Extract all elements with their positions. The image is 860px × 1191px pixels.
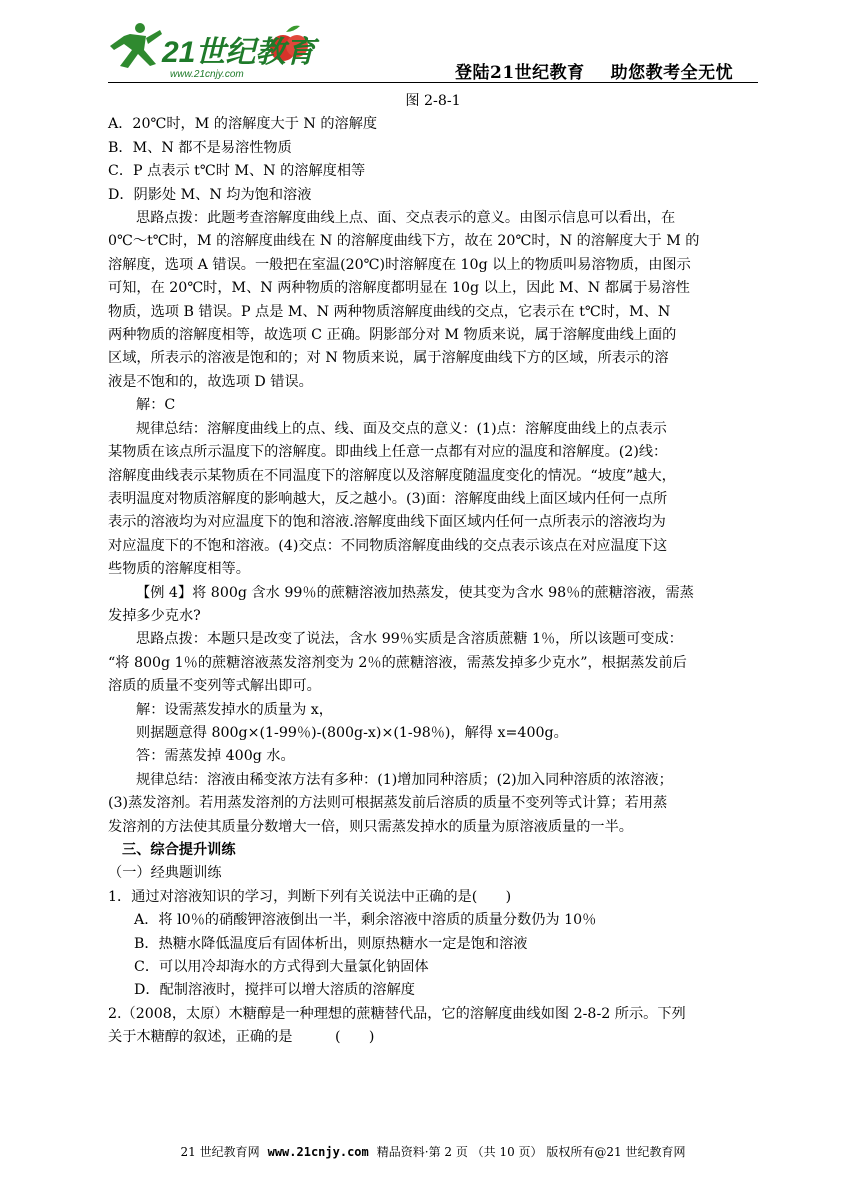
page-footer xyxy=(108,1143,758,1160)
text-line: 关于木糖醇的叙述，正确的是 ( ) xyxy=(108,1029,375,1046)
text-line: 某物质在该点所示温度下的溶解度。即曲线上任意一点都有对应的温度和溶解度。(2)线： xyxy=(108,444,668,461)
text-line: 规律总结：溶液由稀变浓方法有多种：(1)增加同种溶质；(2)加入同种溶质的浓溶液； xyxy=(136,771,673,788)
text-line: 图 2-8-1 xyxy=(405,93,461,109)
text-line: 些物质的溶解度相等。 xyxy=(108,561,250,578)
text-line: B．热糖水降低温度后有固体析出，则原热糖水一定是饱和溶液 xyxy=(134,935,528,952)
site-logo xyxy=(100,20,320,82)
header-divider xyxy=(108,82,758,83)
text-line: 思路点拨：此题考查溶解度曲线上点、面、交点表示的意义。由图示信息可以看出，在 xyxy=(136,210,676,227)
header-slogan xyxy=(455,58,733,83)
text-line: 物质，选项 B 错误。P 点是 M、N 两种物质溶解度曲线的交点，它表示在 t℃时，M、N xyxy=(108,303,671,320)
text-line: 解：C xyxy=(136,397,176,414)
text-line: “将 800g 1％的蔗糖溶液蒸发溶剂变为 2％的蔗糖溶液，需蒸发掉多少克水”，根据蒸发前后 xyxy=(108,654,687,671)
text-line: 发掉多少克水? xyxy=(108,607,201,624)
text-line: 溶解度曲线表示某物质在不同温度下的溶解度以及溶解度随温度变化的情况。“坡度”越大， xyxy=(108,467,676,484)
text-line: A．20℃时，M 的溶解度大于 N 的溶解度 xyxy=(108,116,378,133)
svg-text:www.21cnjy.com: www.21cnjy.com xyxy=(170,69,244,80)
slogan-right: 助您教考全无忧 xyxy=(610,63,734,83)
page-header xyxy=(0,0,860,90)
text-line: 液是不饱和的，故选项 D 错误。 xyxy=(108,373,313,390)
text-line: C．P 点表示 t℃时 M、N 的溶解度相等 xyxy=(108,163,366,180)
text-line: 表明温度对物质溶解度的影响越大，反之越小。(3)面：溶解度曲线上面区域内任何一点所 xyxy=(108,490,668,507)
svg-text:21世纪教育: 21世纪教育 xyxy=(162,36,316,69)
text-line: 三、综合提升训练 xyxy=(122,842,236,858)
footer-right: 精品资料·第 2 页 （共 10 页） 版权所有@21 世纪教育网 xyxy=(376,1145,686,1159)
text-line: 规律总结：溶解度曲线上的点、线、面及交点的意义：(1)点：溶解度曲线上的点表示 xyxy=(136,420,667,437)
text-line: C．可以用冷却海水的方式得到大量氯化钠固体 xyxy=(134,959,429,976)
text-line: （一）经典题训练 xyxy=(108,865,222,882)
document-body xyxy=(108,90,758,1050)
text-line: 2.（2008，太原）木糖醇是一种理想的蔗糖替代品，它的溶解度曲线如图 2-8-2 所示。下列 xyxy=(108,1005,686,1022)
text-line: 表示的溶液均为对应温度下的饱和溶液.溶解度曲线下面区域内任何一点所表示的溶液均为 xyxy=(108,514,666,531)
footer-left: 21 世纪教育网 xyxy=(180,1145,260,1159)
text-line: 1．通过对溶液知识的学习，判断下列有关说法中正确的是( ) xyxy=(108,888,512,905)
text-line: 区域，所表示的溶液是饱和的；对 N 物质来说，属于溶解度曲线下方的区域，所表示的溶 xyxy=(108,350,669,367)
text-line: (3)蒸发溶剂。若用蒸发溶剂的方法则可根据蒸发前后溶质的质量不变列等式计算；若用蒸 xyxy=(108,795,668,812)
text-line: 对应温度下的不饱和溶液。(4)交点：不同物质溶解度曲线的交点表示该点在对应温度下这 xyxy=(108,537,668,554)
text-line: 溶解度，选项 A 错误。一般把在室温(20℃)时溶解度在 10g 以上的物质叫易溶物质，由图示 xyxy=(108,256,691,273)
text-line: 思路点拨：本题只是改变了说法，含水 99％实质是含溶质蔗糖 1％，所以该题可变成： xyxy=(136,631,683,648)
text-line: 两种物质的溶解度相等，故选项 C 正确。阴影部分对 M 物质来说，属于溶解度曲线上面的 xyxy=(108,327,677,344)
text-line: 答：需蒸发掉 400g 水。 xyxy=(136,748,295,765)
slogan-left: 登陆21世纪教育 xyxy=(455,63,585,83)
text-line: 则据题意得 800g×(1-99％)-(800g-x)×(1-98％)，解得 x=400g。 xyxy=(136,724,568,741)
text-line: 可知，在 20℃时，M、N 两种物质的溶解度都明显在 10g 以上，因此 M、N 都属于易溶性 xyxy=(108,280,690,297)
text-line: 溶质的质量不变列等式解出即可。 xyxy=(108,678,321,695)
text-line: D．阴影处 M、N 均为饱和溶液 xyxy=(108,186,312,203)
text-line: D．配制溶液时，搅拌可以增大溶质的溶解度 xyxy=(134,982,415,999)
text-line: 发溶剂的方法使其质量分数增大一倍，则只需蒸发掉水的质量为原溶液质量的一半。 xyxy=(108,818,633,835)
running-figure-icon xyxy=(110,23,162,68)
text-line: 【例 4】将 800g 含水 99％的蔗糖溶液加热蒸发，使其变为含水 98％的蔗糖溶液，需蒸 xyxy=(136,584,694,601)
text-line: A．将 l0％的硝酸钾溶液倒出一半，剩余溶液中溶质的质量分数仍为 10％ xyxy=(134,912,597,929)
text-line: B．M、N 都不是易溶性物质 xyxy=(108,139,292,156)
footer-site-link[interactable]: www.21cnjy.com xyxy=(267,1145,369,1159)
text-line: 解：设需蒸发掉水的质量为 x， xyxy=(136,701,333,718)
text-line: 0℃～t℃时，M 的溶解度曲线在 N 的溶解度曲线下方，故在 20℃时，N 的溶解度大于 M 的 xyxy=(108,233,700,250)
